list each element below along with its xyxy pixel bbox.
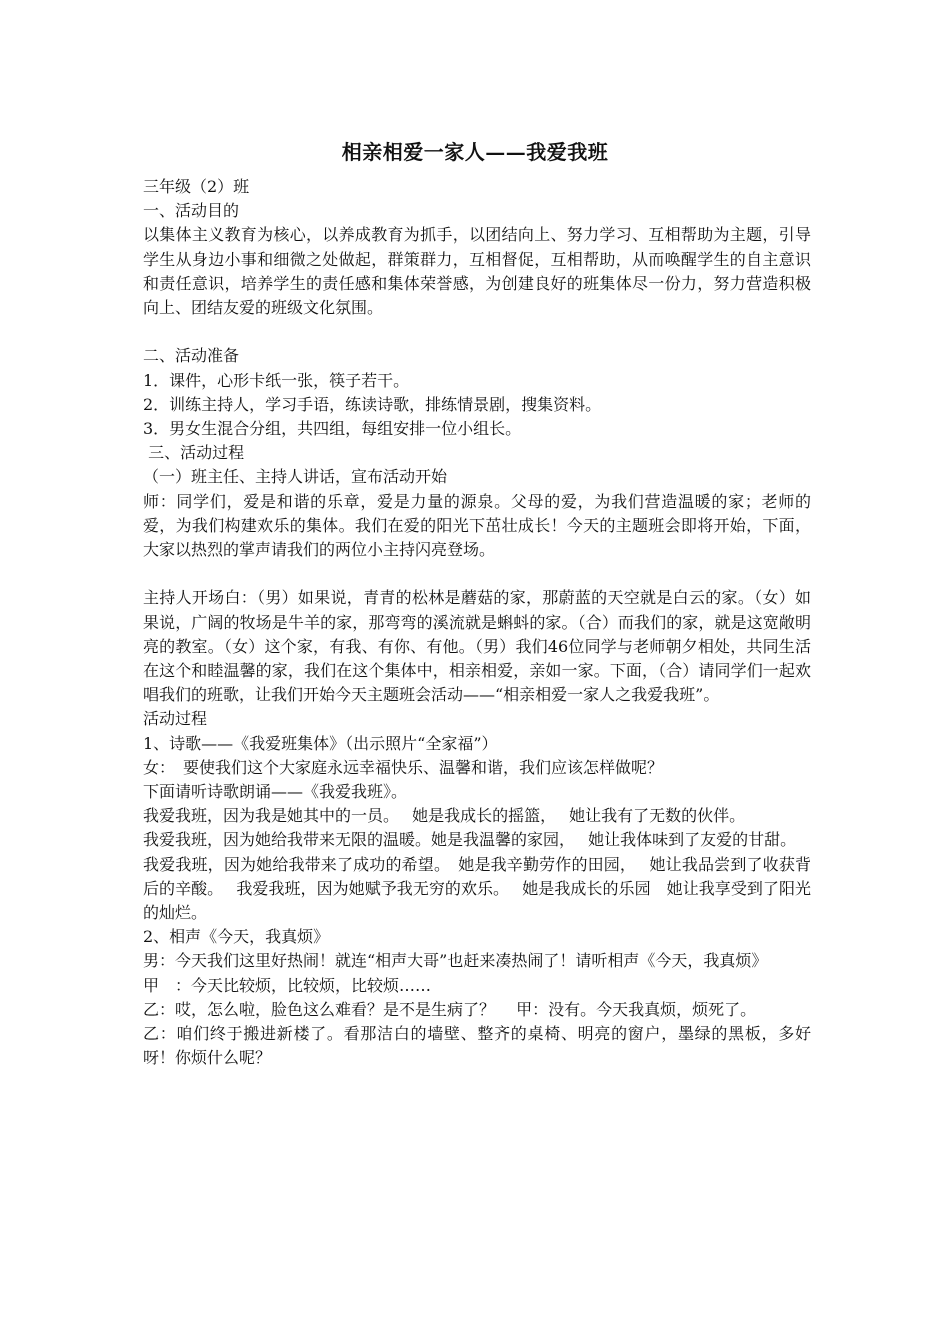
teacher-speech: 师：同学们，爱是和谐的乐章，爱是力量的源泉。父母的爱，为我们营造温暖的家；老师的爱，为我们构建欢乐的集体。我们在爱的阳光下茁壮成长！今天的主题班会即将开始，下面，大家以热烈的掌声请我们的两位小主持闪亮登场。 xyxy=(143,491,811,560)
activity-process-heading: 活动过程 xyxy=(143,709,208,729)
host-opening-paragraph: 主持人开场白：（男）如果说，青青的松林是蘑菇的家，那蔚蓝的天空就是白云的家。（女）如果说，广阔的牧场是牛羊的家，那弯弯的溪流就是蝌蚪的家。（合）而我们的家，就是这宽敞明亮的教室。（女）这个家，有我、有你、有他。（男）我们46位同学与老师朝夕相处，共同生活在这个和睦温馨的家，我们在这个集体中，相亲相爱，亲如一家。下面，（合）请同学们一起欢唱我们的班歌，让我们开始今天主题班会活动——“相亲相爱一家人之我爱我班”。 xyxy=(143,588,811,705)
dialogue-line: 甲 ：今天比较烦，比较烦，比较烦…… xyxy=(143,975,432,995)
section-heading-preparation: 二、活动准备 xyxy=(143,346,240,366)
dialogue-line: 乙：哎，怎么啦，脸色这么难看？是不是生病了？ 甲：没有。今天我真烦，烦死了。 xyxy=(143,999,757,1019)
document-body xyxy=(143,175,811,1070)
blank-line xyxy=(143,320,811,344)
poem-stanza: 我爱我班，因为她给我带来了成功的希望。 她是我辛勤劳作的田园， 她让我品尝到了收获背后的辛酸。 我爱我班，因为她赋予我无穷的欢乐。 她是我成长的乐园 她让我享受到了阳光的灿烂。 xyxy=(143,854,811,923)
preparation-item: 3．男女生混合分组，共四组，每组安排一位小组长。 xyxy=(143,419,522,439)
dialogue-line: 下面请听诗歌朗诵——《我爱我班》。 xyxy=(143,782,408,802)
dialogue-line: 男：今天我们这里好热闹！就连“相声大哥”也赶来凑热闹了！请听相声《今天，我真烦》 xyxy=(143,951,768,971)
dialogue-line: 乙：咱们终于搬进新楼了。看那洁白的墙壁、整齐的桌椅、明亮的窗户，墨绿的黑板，多好呀！你烦什么呢？ xyxy=(143,1024,811,1068)
dialogue-line: 女： 要使我们这个大家庭永远幸福快乐、温馨和谐，我们应该怎样做呢？ xyxy=(143,757,664,777)
poem-stanza: 我爱我班，因为她给我带来无限的温暖。她是我温馨的家园， 她让我体味到了友爱的甘甜。 xyxy=(143,830,797,850)
class-name: 三年级（2）班 xyxy=(143,177,250,196)
purpose-paragraph: 以集体主义教育为核心，以养成教育为抓手，以团结向上、努力学习、互相帮助为主题，引导学生从身边小事和细微之处做起，群策群力，互相督促，互相帮助，从而唤醒学生的自主意识和责任意识，培养学生的责任感和集体荣誉感，为创建良好的班集体尽一份力，努力营造积极向上、团结友爱的班级文化氛围。 xyxy=(143,225,811,318)
section-heading-process: 三、活动过程 xyxy=(143,443,245,463)
blank-line xyxy=(143,562,811,586)
document-title: 相亲相爱一家人——我爱我班 xyxy=(341,140,609,164)
poem-stanza: 我爱我班，因为我是她其中的一员。 她是我成长的摇篮， 她让我有了无数的伙伴。 xyxy=(143,806,746,826)
preparation-item: 2．训练主持人，学习手语，练读诗歌，排练情景剧，搜集资料。 xyxy=(143,394,602,414)
poem-heading: 1、诗歌——《我爱班集体》（出示照片“全家福”） xyxy=(143,733,498,753)
section-heading-purpose: 一、活动目的 xyxy=(143,201,240,221)
preparation-item: 1．课件，心形卡纸一张，筷子若干。 xyxy=(143,370,410,390)
subsection-heading: （一）班主任、主持人讲话，宣布活动开始 xyxy=(143,467,448,487)
crosstalk-heading: 2、相声《今天，我真烦》 xyxy=(143,927,330,947)
